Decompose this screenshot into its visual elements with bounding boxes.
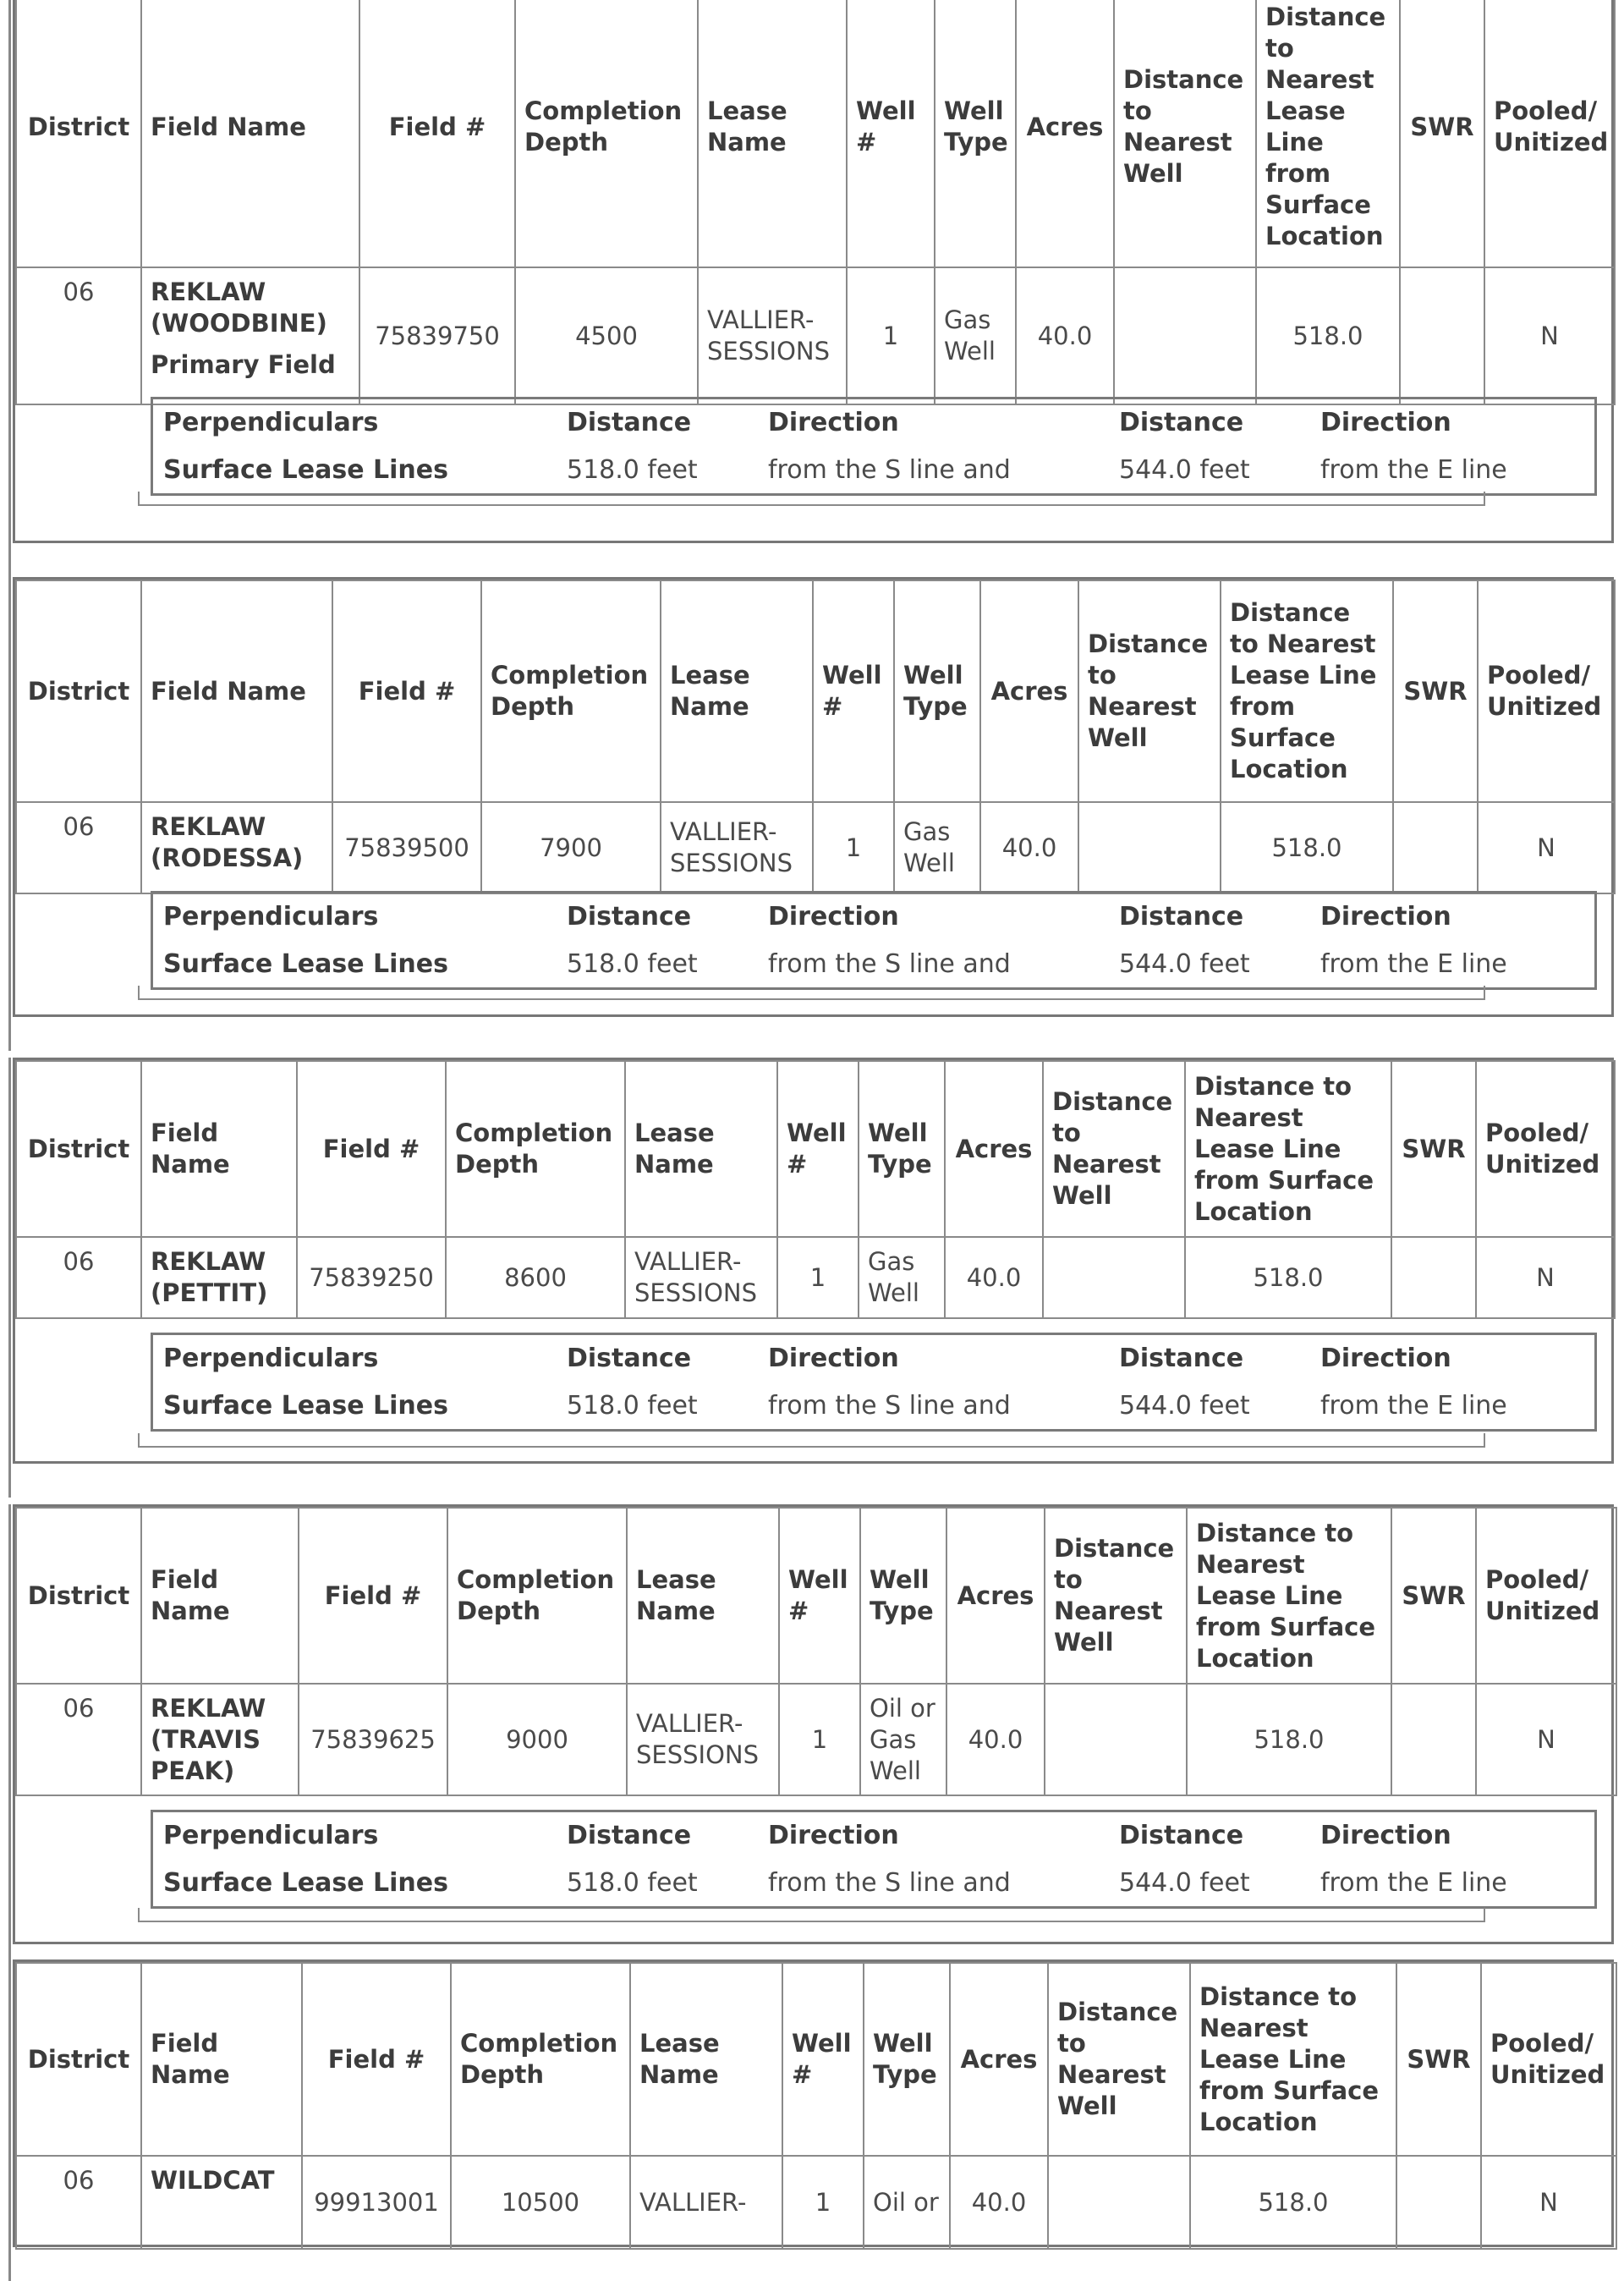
acres-header: Acres [945,1061,1043,1237]
distance-lease-line-cell: 518.0 [1187,1684,1391,1795]
well-type-header: Well Type [894,580,980,802]
field-number-cell: 99913001 [302,2156,451,2249]
field-number-cell: 75839750 [359,267,515,404]
direction-label: Direction [1320,902,1451,932]
direction-label: Direction [768,408,899,437]
margin-rule [8,0,11,577]
distance-nearest-well-cell [1078,802,1221,893]
surface-lease-lines-label: Surface Lease Lines [163,949,448,979]
distance-label: Distance [1119,902,1244,932]
field-record-block [13,0,1614,543]
perp-distance-2: 544.0 feet [1119,455,1250,485]
distance-label: Distance [567,902,692,932]
perp-distance-1: 518.0 feet [567,1868,698,1898]
direction-label: Direction [1320,1821,1451,1850]
swr-header: SWR [1393,580,1478,802]
swr-cell [1396,2156,1481,2249]
district-header: District [16,580,141,802]
acres-cell: 40.0 [980,802,1078,893]
perpendiculars-label: Perpendiculars [163,902,379,932]
perp-direction-2: from the E line [1320,1868,1507,1898]
well-number-header: Well # [777,1061,859,1237]
perpendiculars-box [151,891,1597,990]
distance-label: Distance [1119,408,1244,437]
lease-name-header: Lease Name [661,580,813,802]
perp-distance-1: 518.0 feet [567,455,698,485]
district-header: District [16,0,141,267]
perp-distance-1: 518.0 feet [567,1391,698,1421]
perp-distance-2: 544.0 feet [1119,1391,1250,1421]
district-cell: 06 [16,267,141,404]
perp-direction-2: from the E line [1320,949,1507,979]
lease-name-cell: VALLIER-SESSIONS [625,1237,777,1318]
field-record-block [13,1504,1614,1944]
well-type-cell: Gas Well [935,267,1016,404]
perpendiculars-box [151,1810,1597,1909]
acres-cell: 40.0 [1016,267,1114,404]
field-record-block [13,577,1614,1017]
swr-header: SWR [1391,1508,1476,1684]
swr-header: SWR [1396,1963,1481,2156]
field-record-table [15,0,1616,405]
perp-distance-2: 544.0 feet [1119,949,1250,979]
field-number-cell: 75839250 [297,1237,446,1318]
district-cell: 06 [16,1237,141,1318]
pooled-unitized-header: Pooled/ Unitized [1476,1508,1616,1684]
lease-name-header: Lease Name [698,0,847,267]
header-row [16,1963,1616,2156]
distance-lease-line-cell: 518.0 [1256,267,1400,404]
field-number-header: Field # [302,1963,451,2156]
lease-name-cell: VALLIER-SESSIONS [698,267,847,404]
sub-section-rule [138,986,1485,1000]
direction-label: Direction [1320,408,1451,437]
surface-lease-lines-label: Surface Lease Lines [163,1391,448,1421]
district-cell: 06 [16,802,141,893]
field-record-table [15,580,1616,894]
field-name: REKLAW (PETTIT) [151,1247,268,1307]
field-name-cell [141,1684,299,1795]
completion-depth-header: Completion Depth [451,1963,630,2156]
field-number-header: Field # [359,0,515,267]
margin-rule [8,1058,11,1498]
completion-depth-cell: 9000 [447,1684,627,1795]
acres-header: Acres [1016,0,1114,267]
field-name-header: Field Name [141,580,332,802]
distance-nearest-well-cell [1043,1237,1185,1318]
acres-header: Acres [946,1508,1045,1684]
acres-header: Acres [950,1963,1048,2156]
district-cell: 06 [16,2156,141,2249]
surface-lease-lines-label: Surface Lease Lines [163,1868,448,1898]
distance-nearest-well-header: Distance to Nearest Well [1045,1508,1187,1684]
perp-distance-2: 544.0 feet [1119,1868,1250,1898]
well-number-cell: 1 [777,1237,859,1318]
perpendiculars-label: Perpendiculars [163,408,379,437]
distance-nearest-well-cell [1045,1684,1187,1795]
acres-cell: 40.0 [945,1237,1043,1318]
field-name-cell [141,2156,302,2249]
field-record-table [15,1507,1617,1796]
distance-label: Distance [567,408,692,437]
well-type-cell: Oil or Gas Well [860,1684,946,1795]
direction-label: Direction [768,1344,899,1373]
header-row [16,1508,1616,1684]
distance-lease-line-header: Distance to Nearest Lease Line from Surface Location [1256,0,1400,267]
sub-section-rule [138,1433,1485,1448]
pooled-unitized-cell: N [1476,1237,1615,1318]
swr-cell [1391,1684,1476,1795]
field-name: REKLAW (RODESSA) [151,812,304,872]
acres-header: Acres [980,580,1078,802]
district-cell: 06 [16,1684,141,1795]
distance-nearest-well-header: Distance to Nearest Well [1043,1061,1185,1237]
distance-label: Distance [1119,1821,1244,1850]
well-type-cell: Gas Well [894,802,980,893]
pooled-unitized-header: Pooled/ Unitized [1478,580,1615,802]
perp-direction-2: from the E line [1320,1391,1507,1421]
field-name-header: Field Name [141,1508,299,1684]
pooled-unitized-header: Pooled/ Unitized [1476,1061,1615,1237]
swr-cell [1391,1237,1476,1318]
margin-rule [8,1959,11,2281]
distance-nearest-well-header: Distance to Nearest Well [1114,0,1256,267]
lease-name-header: Lease Name [627,1508,779,1684]
field-name-cell [141,1237,297,1318]
distance-label: Distance [567,1821,692,1850]
table-row [16,1684,1616,1795]
well-type-header: Well Type [864,1963,950,2156]
well-number-header: Well # [813,580,894,802]
field-name-header: Field Name [141,0,359,267]
well-number-cell: 1 [813,802,894,893]
direction-label: Direction [1320,1344,1451,1373]
well-type-header: Well Type [859,1061,945,1237]
margin-rule [8,1504,11,1978]
pooled-unitized-header: Pooled/ Unitized [1484,0,1615,267]
field-record-table [15,1060,1616,1319]
field-number-header: Field # [299,1508,447,1684]
distance-lease-line-header: Distance to Nearest Lease Line from Surface Location [1190,1963,1396,2156]
well-type-header: Well Type [935,0,1016,267]
table-row [16,802,1615,893]
sub-section-rule [138,492,1485,506]
well-number-header: Well # [779,1508,860,1684]
well-number-header: Well # [847,0,935,267]
margin-rule [8,577,11,1051]
distance-lease-line-cell: 518.0 [1185,1237,1391,1318]
swr-cell [1400,267,1484,404]
lease-name-header: Lease Name [630,1963,782,2156]
field-name-header: Field Name [141,1061,297,1237]
field-name: REKLAW (WOODBINE) [151,278,327,338]
lease-name-cell: VALLIER- [630,2156,782,2249]
swr-header: SWR [1400,0,1484,267]
pooled-unitized-cell: N [1481,2156,1616,2249]
primary-field-note: Primary Field [151,350,336,379]
distance-lease-line-header: Distance to Nearest Lease Line from Surface Location [1221,580,1393,802]
acres-cell: 40.0 [950,2156,1048,2249]
table-row [16,2156,1616,2249]
field-number-header: Field # [332,580,481,802]
swr-cell [1393,802,1478,893]
distance-nearest-well-header: Distance to Nearest Well [1048,1963,1190,2156]
sub-section-rule [138,1908,1485,1922]
well-type-cell: Gas Well [859,1237,945,1318]
well-type-cell: Oil or [864,2156,950,2249]
distance-nearest-well-header: Distance to Nearest Well [1078,580,1221,802]
completion-depth-cell: 10500 [451,2156,630,2249]
perpendiculars-box [151,1333,1597,1432]
lease-name-header: Lease Name [625,1061,777,1237]
completion-depth-cell: 4500 [515,267,698,404]
direction-label: Direction [768,1821,899,1850]
field-number-cell: 75839500 [332,802,481,893]
distance-label: Distance [1119,1344,1244,1373]
surface-lease-lines-label: Surface Lease Lines [163,455,448,485]
completion-depth-header: Completion Depth [447,1508,627,1684]
well-type-header: Well Type [860,1508,946,1684]
lease-name-cell: VALLIER-SESSIONS [661,802,813,893]
well-number-header: Well # [782,1963,864,2156]
distance-lease-line-cell: 518.0 [1190,2156,1396,2249]
completion-depth-cell: 8600 [446,1237,625,1318]
field-name: REKLAW (TRAVIS PEAK) [151,1694,266,1785]
completion-depth-header: Completion Depth [481,580,661,802]
field-record-block [13,1058,1614,1464]
field-name-header: Field Name [141,1963,302,2156]
swr-header: SWR [1391,1061,1476,1237]
perpendiculars-label: Perpendiculars [163,1821,379,1850]
distance-lease-line-header: Distance to Nearest Lease Line from Surface Location [1187,1508,1391,1684]
perp-direction-1: from the S line and [768,949,1011,979]
completion-depth-header: Completion Depth [515,0,698,267]
perp-direction-1: from the S line and [768,455,1011,485]
district-header: District [16,1963,141,2156]
header-row [16,1061,1615,1237]
well-number-cell: 1 [779,1684,860,1795]
pooled-unitized-cell: N [1476,1684,1616,1795]
pooled-unitized-cell: N [1478,802,1615,893]
district-header: District [16,1508,141,1684]
distance-lease-line-cell: 518.0 [1221,802,1393,893]
well-number-cell: 1 [847,267,935,404]
field-name: WILDCAT [151,2166,275,2195]
distance-lease-line-header: Distance to Nearest Lease Line from Surface Location [1185,1061,1391,1237]
table-row [16,1237,1615,1318]
pooled-unitized-cell: N [1484,267,1615,404]
well-number-cell: 1 [782,2156,864,2249]
perp-direction-1: from the S line and [768,1391,1011,1421]
field-number-header: Field # [297,1061,446,1237]
acres-cell: 40.0 [946,1684,1045,1795]
field-name-cell [141,267,359,404]
field-number-cell: 75839625 [299,1684,447,1795]
lease-name-cell: VALLIER-SESSIONS [627,1684,779,1795]
distance-nearest-well-cell [1114,267,1256,404]
perp-distance-1: 518.0 feet [567,949,698,979]
district-header: District [16,1061,141,1237]
table-row [16,267,1615,404]
field-record-table [15,1962,1617,2250]
perp-direction-1: from the S line and [768,1868,1011,1898]
perpendiculars-box [151,397,1597,496]
header-row [16,580,1615,802]
field-name-cell [141,802,332,893]
direction-label: Direction [768,902,899,932]
distance-nearest-well-cell [1048,2156,1190,2249]
completion-depth-cell: 7900 [481,802,661,893]
perpendiculars-label: Perpendiculars [163,1344,379,1373]
field-record-block [13,1959,1614,2247]
pooled-unitized-header: Pooled/ Unitized [1481,1963,1616,2156]
perp-direction-2: from the E line [1320,455,1507,485]
distance-label: Distance [567,1344,692,1373]
completion-depth-header: Completion Depth [446,1061,625,1237]
header-row [16,0,1615,267]
